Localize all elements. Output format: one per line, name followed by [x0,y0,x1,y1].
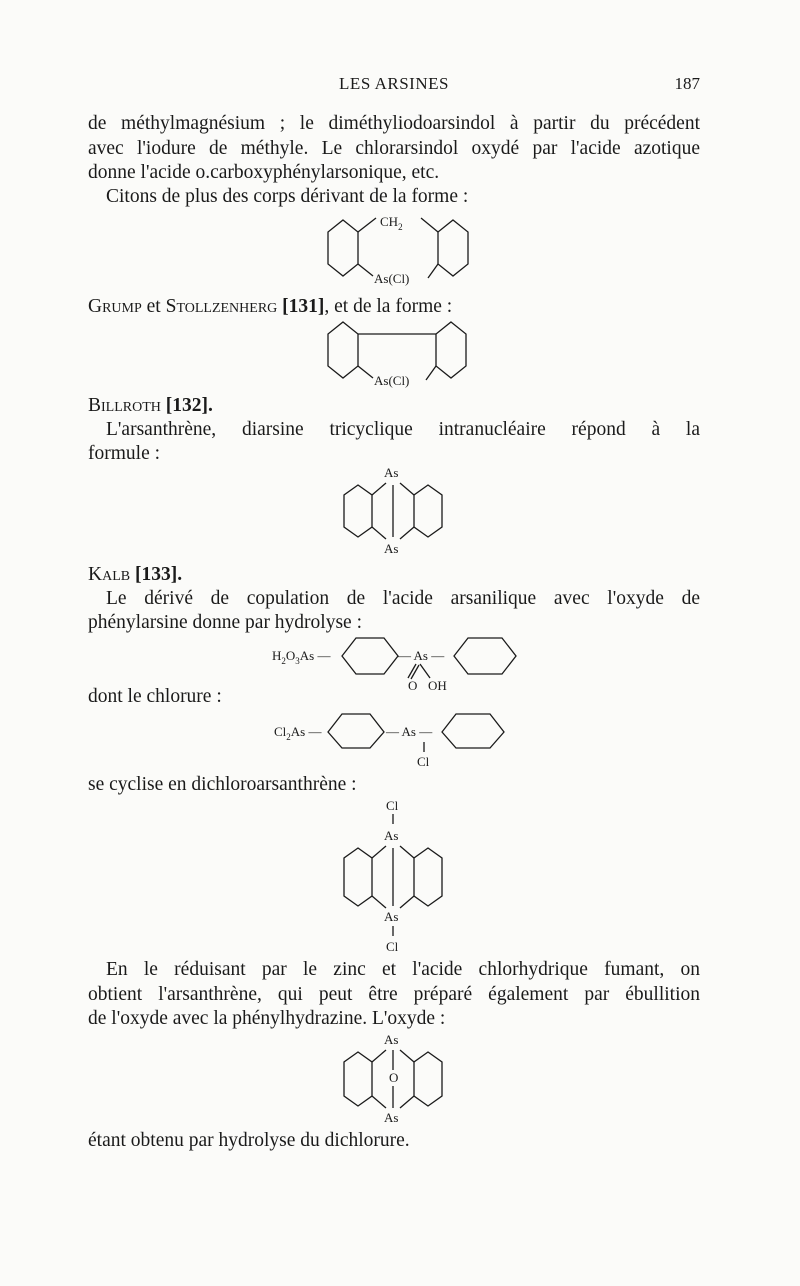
formula-label: — As — [386,724,433,739]
formula-label: O [408,678,418,693]
paragraph-line: étant obtenu par hydrolyse du dichlorure. [88,1130,410,1151]
page-number: 187 [674,74,700,93]
citation-number: [132]. [165,395,213,416]
formula-label: As(Cl) [374,271,410,286]
citation-number: [131] [282,296,325,317]
formula-dichloroarsanthrene [338,796,448,956]
formula-subscript: 2 [398,222,403,232]
citation-number: [133]. [134,564,183,585]
formula-arsanthrene [338,463,448,559]
paragraph-line: donne l'acide o.carboxyphénylarsonique, etc. [88,162,440,183]
svg-text:CH2 [380,214,403,232]
formula-label: As [384,465,399,480]
paragraph-line: de méthylmagnésium ; le diméthyliodoarsindol à partir du précédent [88,113,700,134]
paragraph-line: avec l'iodure de méthyle. Le chlorarsindol oxydé par l'acide azotique [88,138,700,159]
formula-label: Cl [386,939,399,954]
reference-line [88,295,700,320]
formula-label: H [272,648,282,663]
paragraph-line: de l'oxyde avec la phénylhydrazine. L'oxyde : [88,1008,446,1029]
paragraph-line: dont le chlorure : [88,686,222,707]
formula-label: Cl [386,798,399,813]
formula-label: As — [299,648,331,663]
svg-text:H2O3As — [272,648,331,666]
author-name: Grump [88,296,142,317]
paragraph-line: phénylarsine donne par hydrolyse : [88,612,363,633]
formula-label: Cl [417,754,430,769]
text-fragment: , et de la forme : [324,296,453,317]
formula-arsine-chloride [270,712,526,772]
formula-label: As — [290,724,322,739]
reference-line [88,563,700,588]
paragraph-line: obtient l'arsanthrène, qui peut être préparé également par ébullition [88,984,700,1005]
formula-label: OH [428,678,447,693]
author-name: Billroth [88,395,161,416]
formula-label: As [384,1032,399,1047]
author-name: Kalb [88,564,131,585]
paragraph-line: L'arsanthrène, diarsine tricyclique intranucléaire répond à la [106,419,700,440]
formula-label: As [384,1110,399,1125]
formula-label: As(Cl) [374,373,410,388]
reference-line [88,394,700,419]
formula-biphenyl-arsine [318,318,478,388]
formula-label: As [384,541,399,556]
page-header [88,74,700,98]
author-name: Stollzenherg [165,296,278,317]
formula-arsanthrene-oxide [338,1030,448,1128]
formula-label: Cl [274,724,287,739]
formula-label: As [384,909,399,924]
paragraph-line: En le réduisant par le zinc et l'acide chlorhydrique fumant, on [106,959,700,980]
formula-subscript: 2 [286,732,291,742]
svg-text:Cl2As — [274,724,322,742]
paragraph-line: formule : [88,443,161,464]
running-title: LES ARSINES [339,74,449,93]
formula-arsonic-acid [268,632,528,692]
formula-label: — As — [398,648,445,663]
paragraph-line: se cyclise en dichloroarsanthrène : [88,774,357,795]
paragraph-line: Le dérivé de copulation de l'acide arsanilique avec l'oxyde de [106,588,700,609]
formula-subscript: 2 [281,656,286,666]
text-fragment: et [141,296,166,317]
formula-subscript: 3 [295,656,300,666]
paragraph-line: Citons de plus des corps dérivant de la forme : [106,186,469,207]
formula-label: O [285,648,296,663]
formula-label: As [384,828,399,843]
formula-cyclic-ch2-arsine [318,208,478,286]
formula-label: O [389,1070,399,1085]
formula-label: CH [380,214,399,229]
